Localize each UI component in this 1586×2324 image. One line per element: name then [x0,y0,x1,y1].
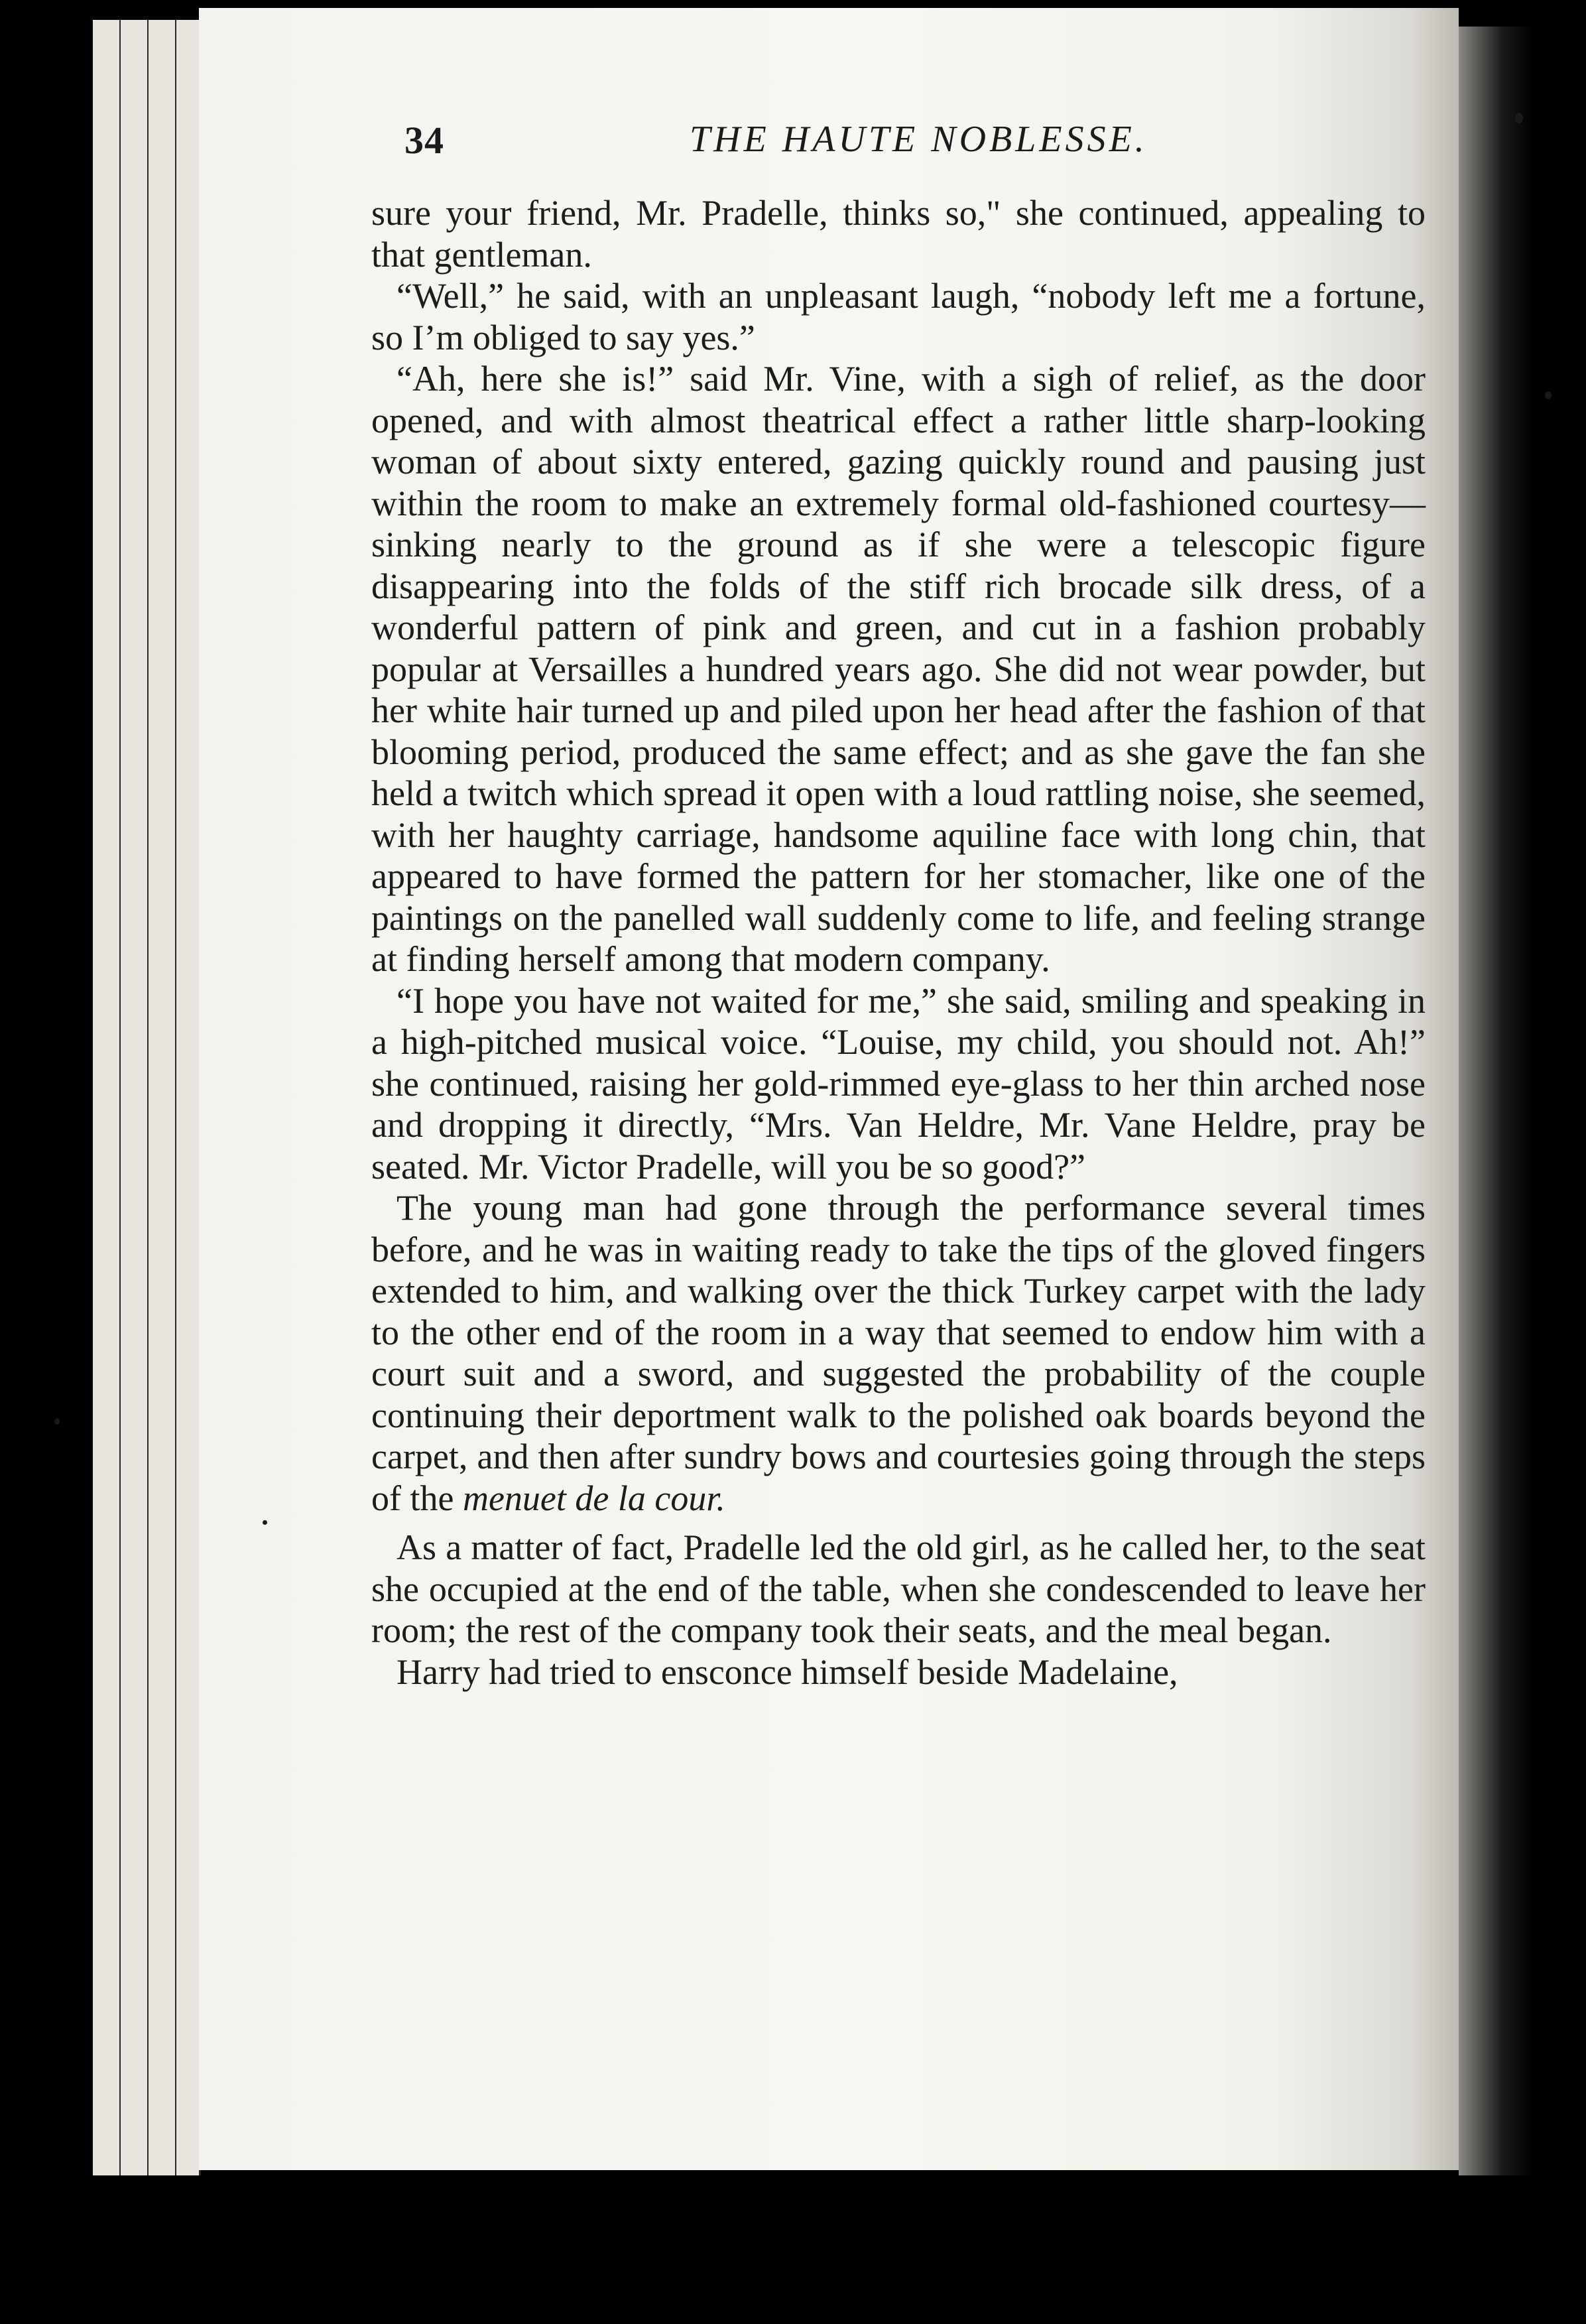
dust-speck [1545,391,1552,399]
paragraph: sure your friend, Mr. Pradelle, thinks so," she continued, appealing to that gentleman. [371,193,1426,275]
italic-phrase: menuet de la cour. [462,1478,725,1518]
page-edge [121,20,149,2175]
paragraph: “I hope you have not waited for me,” she said, smiling and speaking in a high-pitched musical voice. “Louise, my child, you should not. Ah!” she continued, raising her gold-rimmed eye-glass to her thin arched nose and dropping it directly, “Mrs. Van Heldre, Mr. Vane Heldre, pray be seated. Mr. Victor Pradelle, will you be so good?” [371,980,1426,1187]
paragraph-text: The young man had gone through the performance several times before, and he was in waiting ready to take the tips of the gloved fingers extended to him, and walking over the thick Turkey carpet with the lady to the other end of the room in a way that seemed to endow him with a court suit and a sword, and suggested the probability of the couple continuing their deportment walk to the polished oak boards beyond the carpet, and then after sundry bows and courtesies going through the steps of the [371,1188,1426,1518]
dust-speck [54,1418,60,1425]
paragraph: Harry had tried to ensconce himself beside Madelaine, [396,1651,1178,1692]
body-text [371,192,1426,1693]
gutter-shadow [1459,27,1532,2175]
dust-speck [263,1520,267,1525]
paragraph [371,1187,1426,1519]
page-header [404,113,1439,166]
page-number: 34 [404,119,444,162]
page-edge [176,20,201,2175]
paragraph: As a matter of fact, Pradelle led the old girl, as he called her, to the seat she occupied at the end of the table, when she condescended to leave her room; the rest of the company took their seats, and the meal began. [371,1527,1426,1650]
dust-speck [1515,113,1523,123]
page-edge [149,20,177,2175]
paragraph: “Ah, here she is!” said Mr. Vine, with a sigh of relief, as the door opened, and with almost theatrical effect a rather little sharp-looking woman of about sixty entered, gazing quickly round and pausing just within the room to make an extremely formal old-fashioned courtesy—sinking nearly to the ground as if she were a telescopic figure disappearing into the folds of the stiff rich brocade silk dress, of a wonderful pattern of pink and green, and cut in a fashion probably popular at Versailles a hundred years ago. She did not wear powder, but her white hair turned up and piled upon her head after the fashion of that blooming period, produced the same effect; and as she gave the fan she held a twitch which spread it open with a loud rattling noise, she seemed, with her haughty carriage, handsome aquiline face with long chin, that appeared to have formed the pattern for her stomacher, like one of the paintings on the panelled wall suddenly come to life, and feeling strange at finding herself among that modern company. [371,359,1426,979]
running-head: THE HAUTE NOBLESSE. [690,119,1148,160]
page-edge [93,20,121,2175]
paragraph: “Well,” he said, with an unpleasant laugh, “nobody left me a fortune, so I’m obliged to say yes.” [371,276,1426,357]
